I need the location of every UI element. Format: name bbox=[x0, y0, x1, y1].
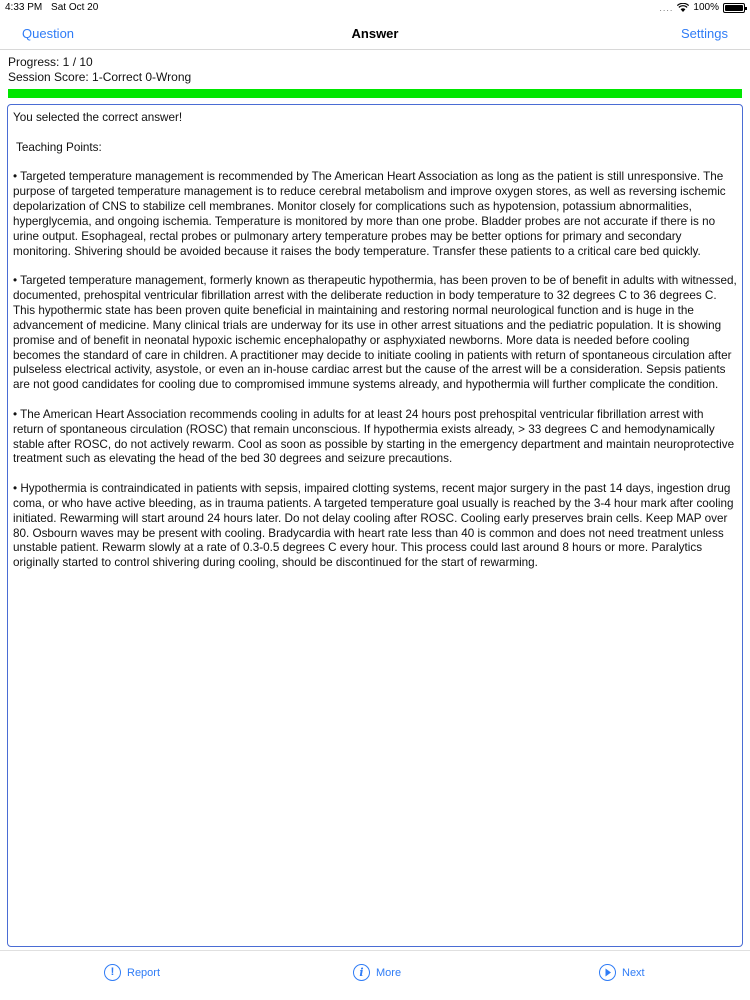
report-label: Report bbox=[127, 966, 161, 979]
next-label: Next bbox=[622, 966, 645, 979]
report-icon: ! bbox=[104, 964, 121, 981]
play-icon bbox=[599, 964, 616, 981]
status-time: 4:33 PM bbox=[5, 2, 43, 13]
progress-info bbox=[8, 55, 191, 85]
teaching-point: • The American Heart Association recommends cooling in adults for at least 24 hours post prehospital ventricular fibrillation arrest with return of spontaneous circulation (ROSC) that remain unconscious. If hypothermia exists already, > 33 degrees C and hemodynamically stable after ROSC, do not actively rewarm. Cool as soon as possible by starting in the emergency department and maintain neuroprotective treatment such as elevating the head of the bed 30 degrees and seizure precautions. bbox=[13, 407, 735, 466]
status-bar bbox=[0, 0, 750, 14]
status-right bbox=[659, 2, 745, 13]
answer-text-view[interactable] bbox=[7, 104, 743, 947]
report-button[interactable] bbox=[104, 964, 160, 981]
teaching-points-header: Teaching Points: bbox=[16, 140, 102, 154]
status-left bbox=[5, 2, 104, 13]
session-score: Session Score: 1-Correct 0-Wrong bbox=[8, 70, 192, 84]
signal-dots-icon: .... bbox=[659, 2, 674, 13]
question-button[interactable]: Question bbox=[22, 26, 75, 41]
bottom-toolbar bbox=[0, 950, 750, 1000]
next-button[interactable] bbox=[599, 964, 645, 981]
teaching-point: • Targeted temperature management, formerly known as therapeutic hypothermia, has been proven to be of benefit in adults with witnessed, documented, prehospital ventricular fibrillation arrest with the deliberate reduction in body temperature to 32 degrees C to 36 degrees C. This hypothermic state has been proven quite beneficial in maintaining and restoring normal neurological function and is huge in the advancement of medicine. Many clinical trials are underway for its use in other arrest situations and the pediatric population. It is showing promise and of benefit in neonatal hypoxic ischemic encephalopathy or asphyxiated newborns. More data is needed before cooling becomes the standard of care in children. A practitioner may decide to initiate cooling in patients with return of spontaneous circulation after pulseless electrical activity, asystole, or even an in-house cardiac arrest but the cause of the arrest will be a consideration. Sepsis patients are not good candidates for cooling due to compromised immune systems already, and hypothermia will further complicate the condition. bbox=[13, 274, 737, 392]
teaching-point: • Hypothermia is contraindicated in patients with sepsis, impaired clotting systems, recent major surgery in the past 14 days, ingestion drug coma, or who have active bleeding, as in trauma patients. A targeted temperature goal usually is reached by the 3-4 hour mark after cooling initiated. Rewarming will start around 24 hours later. Do not delay cooling after ROSC. Cooling early preserves brain cells. Keep MAP over 80. Osbourn waves may be present with cooling. Bradycardia with heart rate less than 40 is common and does not need treatment unless unstable patient. Rewarm slowly at a rate of 0.3-0.5 degrees C every hour. This process could last around 8 hours or more. Paralytics originally started to control shivering during cooling, should be discontinued for the start of rewarming. bbox=[13, 482, 734, 570]
battery-fill bbox=[725, 5, 743, 11]
more-button[interactable] bbox=[353, 964, 401, 981]
nav-divider bbox=[0, 49, 750, 50]
progress-bar-fill bbox=[8, 89, 742, 98]
battery-percent: 100% bbox=[693, 2, 719, 13]
progress-label: Progress: 1 / 10 bbox=[8, 55, 93, 69]
page-title: Answer bbox=[351, 26, 399, 41]
battery-icon bbox=[723, 3, 745, 13]
settings-button[interactable]: Settings bbox=[681, 26, 728, 41]
info-icon: i bbox=[353, 964, 370, 981]
teaching-point: • Targeted temperature management is recommended by The American Heart Association as long as the patient is still unresponsive. The purpose of targeted temperature management is to reduce cerebral metabolism and improve oxygen stores, as well as reversing ischemic depolarization of CNS to stabilize cell membranes. Monitor closely for complications such as hypotension, potassium abnormalities, hyperglycemia, and ongoing ischemia. Temperature is monitored by more than one probe. Bladder probes are not accurate if there is no urine output. Esophageal, rectal probes or pulmonary artery temperature probes may be better options for primary and secondary monitoring. Shivering should be avoided because it raises the body temperature. Transfer these patients to a critical care bed quickly. bbox=[13, 170, 726, 258]
progress-bar bbox=[8, 89, 742, 98]
wifi-icon bbox=[677, 3, 689, 12]
status-date: Sat Oct 20 bbox=[51, 2, 99, 13]
more-label: More bbox=[376, 966, 402, 979]
navigation-bar bbox=[0, 16, 750, 52]
result-message: You selected the correct answer! bbox=[13, 111, 183, 124]
